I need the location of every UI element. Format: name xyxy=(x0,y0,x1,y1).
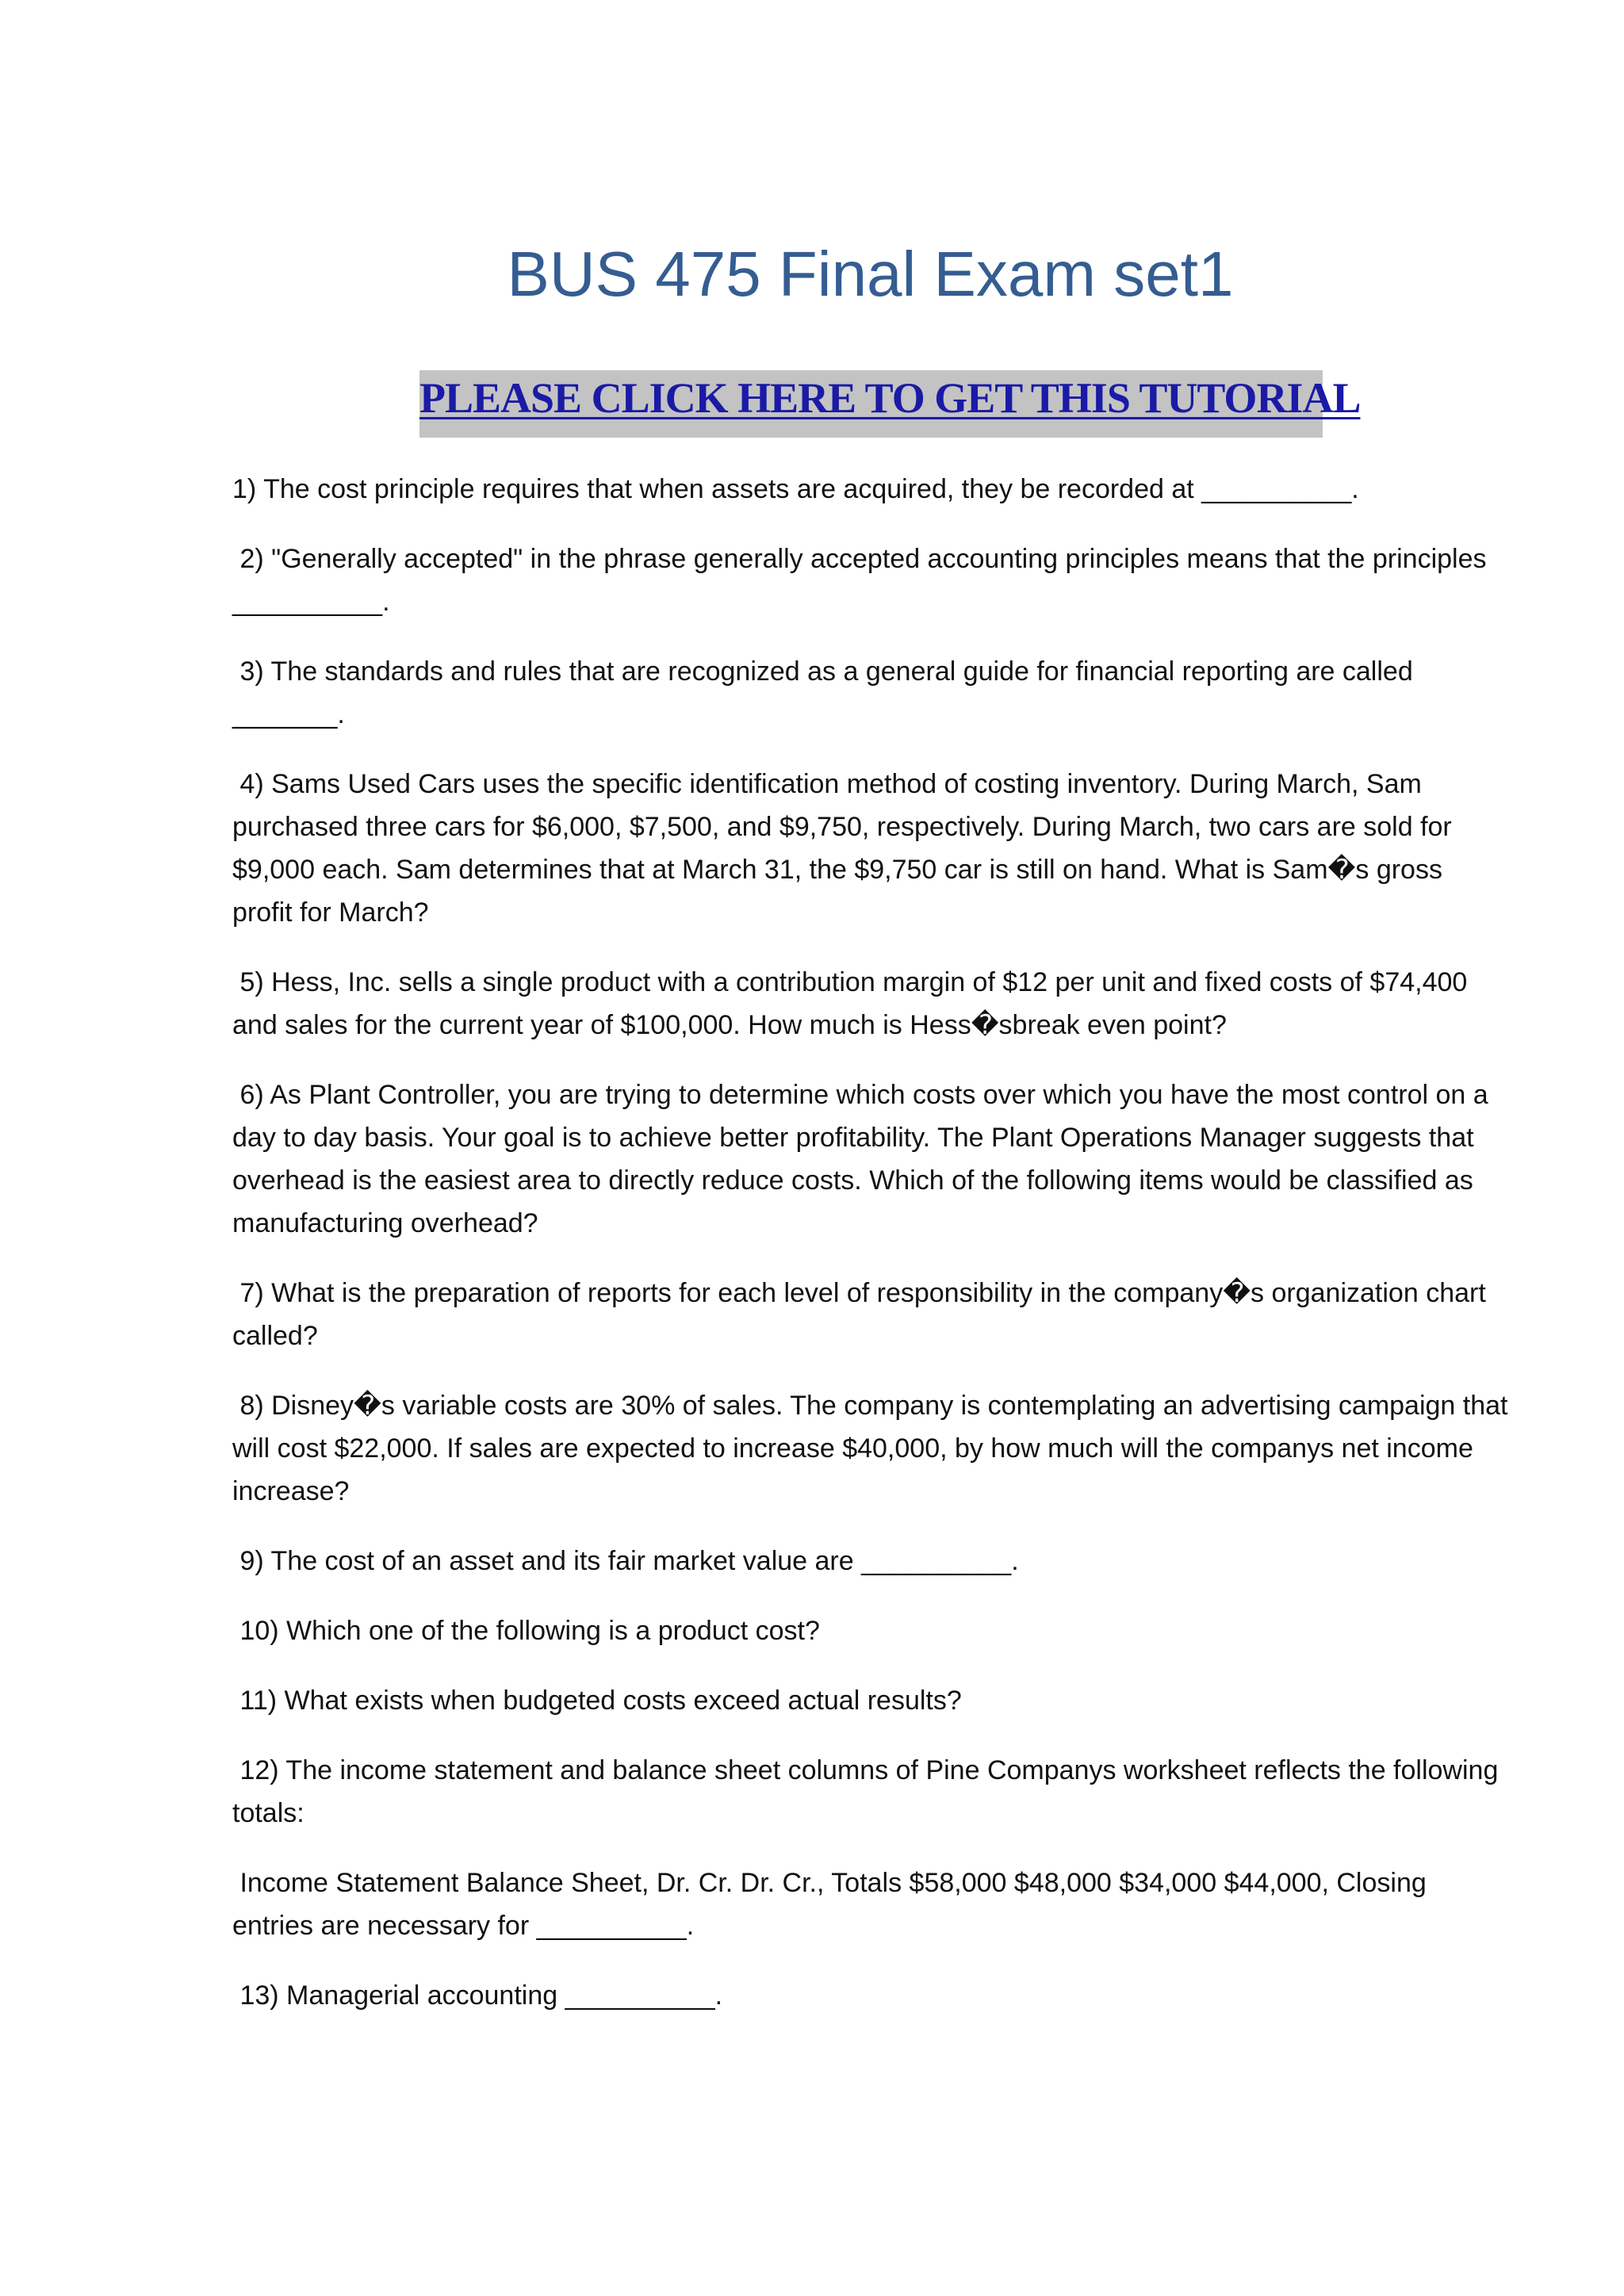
question-3: 3) The standards and rules that are recognized as a general guide for financial reporting are called _______. xyxy=(232,656,1421,729)
question-5: 5) Hess, Inc. sells a single product with a contribution margin of $12 per unit and fixed costs of $74,400 and sales for the current year of $100,000. How much is Hess�sbreak even point? xyxy=(232,967,1475,1040)
question-12: 12) The income statement and balance sheet columns of Pine Companys worksheet reflects the following totals: xyxy=(232,1755,1506,1828)
question-7: 7) What is the preparation of reports for each level of responsibility in the company�s organization chart called? xyxy=(232,1278,1494,1351)
tutorial-link-highlight xyxy=(419,370,1361,438)
question-1: 1) The cost principle requires that when assets are acquired, they be recorded at __________. xyxy=(232,474,1359,504)
question-list xyxy=(232,468,1515,2044)
question-10: 10) Which one of the following is a product cost? xyxy=(232,1616,820,1646)
question-8: 8) Disney�s variable costs are 30% of sales. The company is contemplating an advertising campaign that will cost $22,000. If sales are expected to increase $40,000, by how much will the companys net income increase? xyxy=(232,1391,1515,1506)
question-2: 2) "Generally accepted" in the phrase generally accepted accounting principles means that the principles __________. xyxy=(232,544,1494,617)
question-9: 9) The cost of an asset and its fair market value are __________. xyxy=(232,1546,1019,1576)
question-12-totals: Income Statement Balance Sheet, Dr. Cr. Dr. Cr., Totals $58,000 $48,000 $34,000 $44,000, Closing entries are necessary for __________. xyxy=(232,1868,1434,1941)
question-13: 13) Managerial accounting __________. xyxy=(232,1980,723,2011)
question-11: 11) What exists when budgeted costs exceed actual results? xyxy=(232,1686,962,1716)
tutorial-link[interactable]: PLEASE CLICK HERE TO GET THIS TUTORIAL xyxy=(419,374,1361,422)
question-6: 6) As Plant Controller, you are trying to determine which costs over which you have the most control on a day to day basis. Your goal is to achieve better profitability. The Plant Operations Manager suggests that overhead is the easiest area to directly reduce costs. Which of the following items would be classified as manufacturing overhead? xyxy=(232,1080,1496,1238)
question-4: 4) Sams Used Cars uses the specific identification method of costing inventory. During March, Sam purchased three cars for $6,000, $7,500, and $9,750, respectively. During March, two cars are sold for $9,000 each. Sam determines that at March 31, the $9,750 car is still on hand. What is Sam�s gross profit for March? xyxy=(232,769,1460,928)
document-title: BUS 475 Final Exam set1 xyxy=(507,239,1234,309)
